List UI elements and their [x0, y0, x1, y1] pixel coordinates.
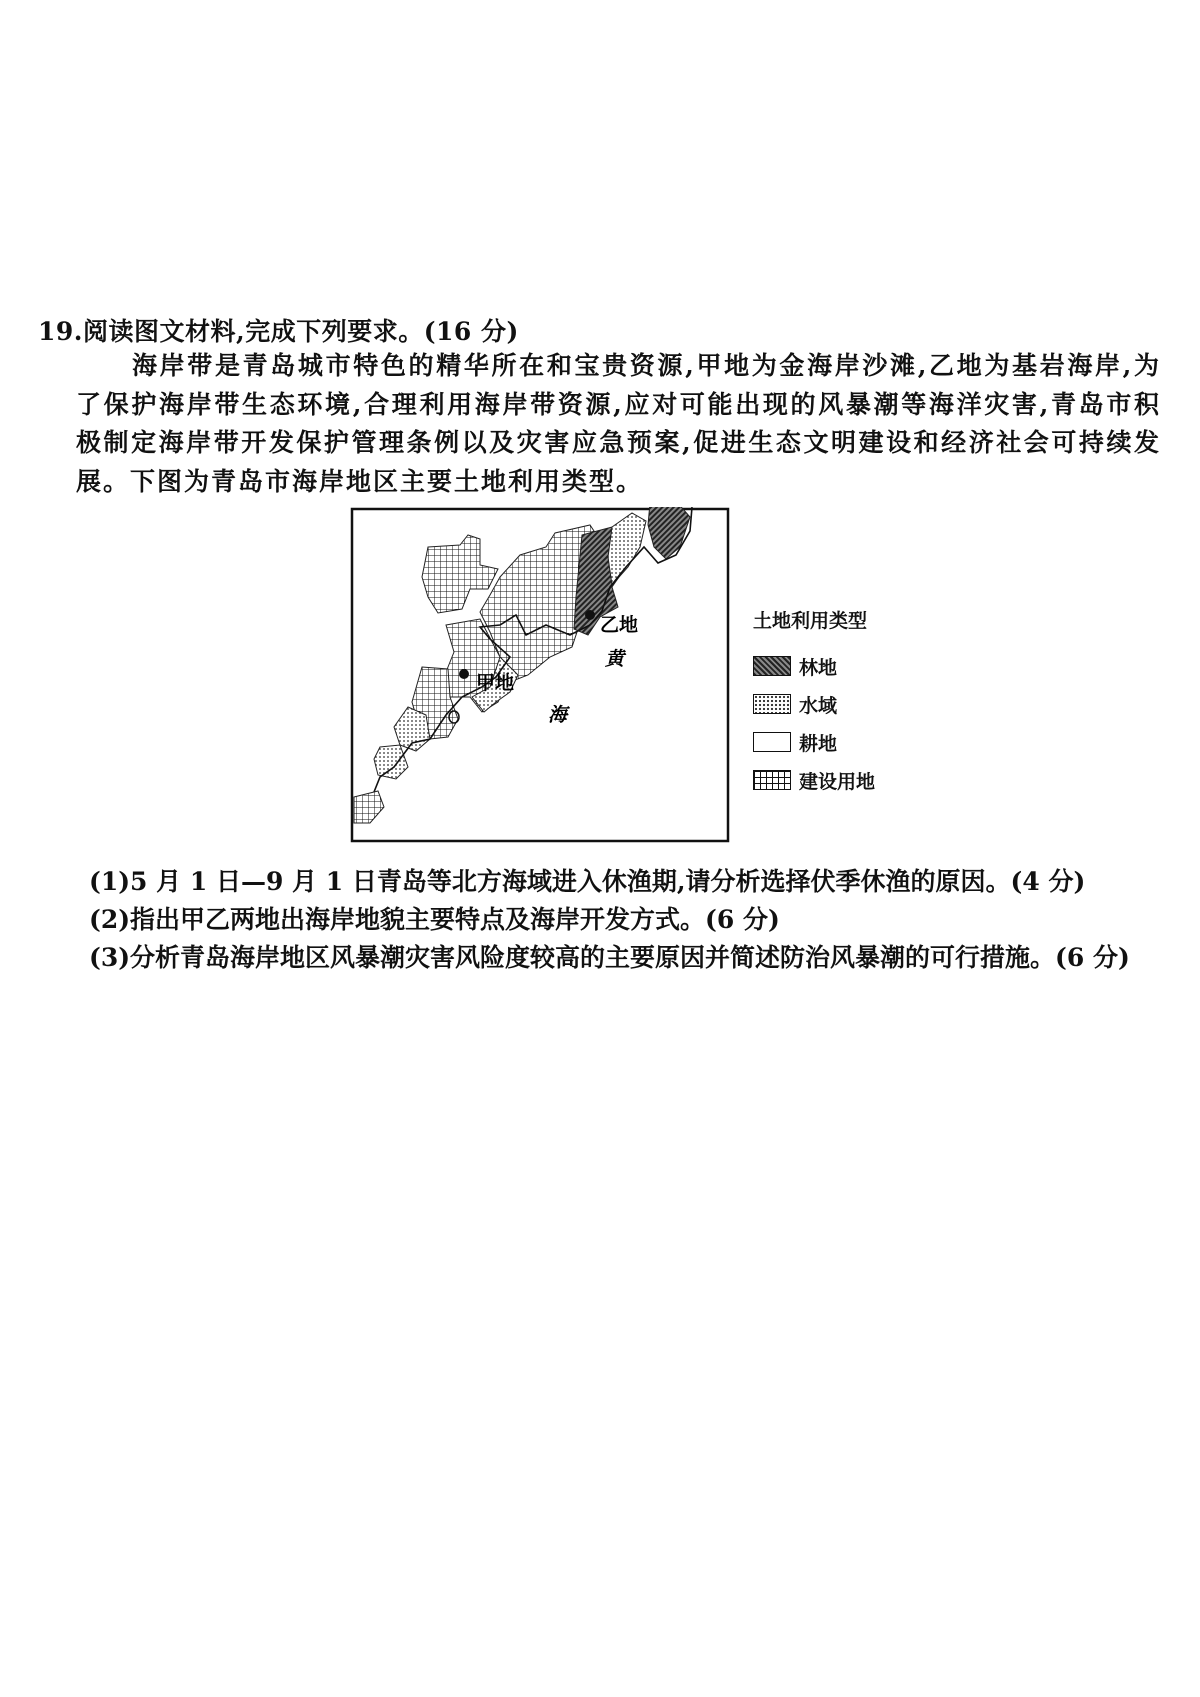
hai-label: 海: [548, 704, 568, 726]
jia-label: 甲地: [476, 672, 515, 694]
question-paragraph: 海岸带是青岛城市特色的精华所在和宝贵资源,甲地为金海岸沙滩,乙地为基岩海岸,为了保护海岸带生态环境,合理利用海岸带资源,应对可能出现的风暴潮等海洋灾害,青岛市积极制定海岸带开发保护管理条例以及灾害应急预案,促进生态文明建设和经济社会可持续发展。下图为青岛市海岸地区主要土地利用类型。: [76, 351, 1161, 496]
yi-label: 乙地: [600, 614, 639, 636]
jia-point: [459, 669, 469, 679]
sub-question-3: (3)分析青岛海岸地区风暴潮灾害风险度较高的主要原因并简述防治风暴潮的可行措施。(6 分): [89, 943, 1130, 972]
sub-question-1: (1)5 月 1 日—9 月 1 日青岛等北方海域进入休渔期,请分析选择伏季休渔的原因。(4 分): [89, 867, 1086, 896]
construction-swatch: [753, 770, 791, 790]
huang-label: 黄: [605, 648, 625, 670]
legend-item-forest: [753, 647, 875, 685]
forest-swatch: [753, 656, 791, 676]
legend-item-construction: [753, 761, 875, 799]
farmland-swatch: [753, 732, 791, 752]
legend-label: 建设用地: [799, 770, 876, 793]
land-use-map: [350, 507, 730, 843]
water-swatch: [753, 694, 791, 714]
yi-point: [585, 610, 595, 620]
legend-label: 水域: [799, 694, 838, 717]
legend-label: 耕地: [799, 732, 838, 755]
legend-item-farmland: [753, 723, 875, 761]
map-legend: [753, 606, 875, 799]
legend-title: 土地利用类型: [753, 610, 868, 632]
legend-label: 林地: [799, 656, 838, 679]
legend-item-water: [753, 685, 875, 723]
question-header: 19.阅读图文材料,完成下列要求。(16 分): [38, 317, 519, 346]
sub-question-2: (2)指出甲乙两地出海岸地貌主要特点及海岸开发方式。(6 分): [89, 905, 780, 934]
